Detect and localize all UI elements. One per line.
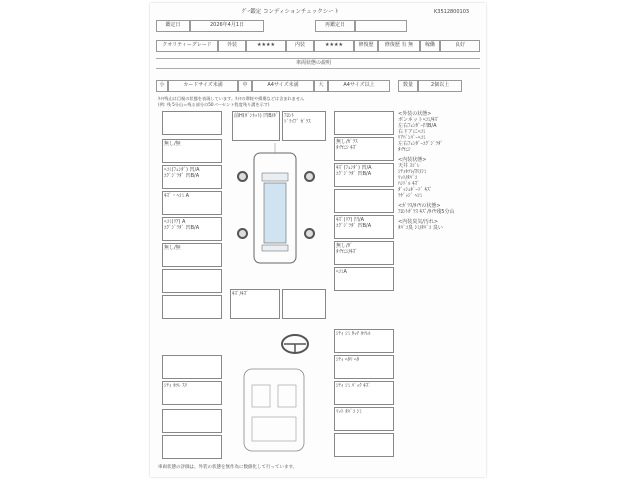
- int-box-right-3: [334, 381, 394, 405]
- summary-line: ボンネットﾍｺﾐ/ｷｽﾞ: [398, 117, 440, 123]
- box-top-2: [282, 111, 326, 141]
- legend-large-desc: A4サイズ以上: [328, 80, 390, 92]
- label-inspection-date: 鑑定日: [156, 20, 190, 32]
- box-right-5: [334, 215, 394, 239]
- label-interior: 内装: [286, 40, 314, 52]
- box-right-1: [334, 111, 394, 135]
- legend-qty: 数量: [398, 80, 418, 92]
- box-right-3: [334, 163, 394, 187]
- box-left-6: [162, 243, 222, 267]
- operation-value: 良好: [440, 40, 480, 52]
- summary-line: ﾗｹﾞｯｼﾞ ﾍｺﾐ: [398, 193, 423, 199]
- box-left-1: [162, 111, 222, 135]
- steering-wheel-icon: [280, 333, 310, 355]
- legend-small: 小: [156, 80, 168, 92]
- summary-title-odor: <内装臭気/汚れ>: [398, 219, 439, 225]
- box-right-7: [334, 267, 394, 291]
- tire-rear-left-icon: [237, 228, 248, 239]
- section-divider-bottom: [156, 68, 480, 69]
- legend-qty-desc: 2個以上: [418, 80, 462, 92]
- label-right-rear: ｷｽﾞ(ﾘｱ) 凹/A ｴｸﾞｼﾞﾗﾀﾞ 凹B/A: [336, 217, 372, 229]
- int-box-left-2: [162, 381, 222, 405]
- label-int-right-4: ﾏｯﾄ ﾀﾊﾞｺ ｼﾐ: [336, 409, 362, 415]
- summary-line: ﾌﾛﾝﾄｶﾞﾗｽ ｷｽﾞ/ﾀｲﾔ残5分山: [398, 209, 455, 215]
- legend-medium-desc: A4サイズ未満: [252, 80, 314, 92]
- box-left-7: [162, 269, 222, 293]
- box-right-4: [334, 189, 394, 213]
- int-box-right-4: [334, 407, 394, 431]
- label-rf-left: 無し/無: [164, 141, 181, 147]
- summary-title-interior: <内装状態>: [398, 157, 427, 163]
- expiry-date: [355, 20, 407, 32]
- label-front-hood: 前H(ﾎﾞﾝﾈｯﾄ) 凹B/ﾎﾟ: [234, 113, 279, 119]
- int-box-right-5: [334, 433, 394, 457]
- section-divider-top: [156, 58, 480, 59]
- tire-rear-right-icon: [304, 228, 315, 239]
- summary-line: ﾘｱﾊﾞﾝﾊﾟｰﾍｺﾐ: [398, 135, 426, 141]
- summary-line: ﾏｯﾄ/ﾀﾊﾞｺ: [398, 175, 418, 181]
- label-int-right-2: ｼﾃｨ ﾍﾀﾘ ﾍﾀ: [336, 357, 360, 363]
- int-box-left-4: [162, 435, 222, 459]
- condition-check-sheet: [150, 3, 486, 477]
- summary-panel: [398, 111, 482, 231]
- label-left-bottom: 無し/無: [164, 245, 181, 251]
- box-tail: [230, 289, 280, 319]
- summary-line: ﾀﾞｯｼｭﾎﾞｰﾄﾞ ｷｽﾞ: [398, 187, 433, 193]
- sheet-title: ｸﾞｰ鑑定 コンディションチェックシート: [242, 9, 340, 15]
- label-tail: ｷｽﾞ/ｷｽﾞ: [232, 291, 249, 297]
- legend-small-desc: カードサイズ未満: [168, 80, 238, 92]
- exterior-stars: ★★★★: [246, 40, 286, 52]
- legend-large: 大: [314, 80, 328, 92]
- summary-line: ｼﾃｨﾎﾂﾚ/ｽﾘ/ｼﾐ: [398, 169, 427, 175]
- tire-note-example: (例: 残 5分山＝残る部分の50パーセント程度残り溝を示す): [158, 102, 270, 107]
- int-box-left-1: [162, 355, 222, 379]
- repair-history-value: 修復歴 有 無: [378, 40, 420, 52]
- label-expiry-date: 再鑑定日: [315, 20, 355, 32]
- label-operation: 稼働: [420, 40, 440, 52]
- int-box-right-1: [334, 329, 394, 353]
- label-front-glass: ﾌﾛﾝﾄ ﾄﾞﾗｲﾌﾞ ｶﾞﾗｽ: [284, 113, 311, 125]
- summary-title-glass: <ｶﾞﾗｽ/ﾀｲﾔの状態>: [398, 203, 441, 209]
- int-box-left-3: [162, 409, 222, 433]
- box-left-8: [162, 295, 222, 319]
- label-int-right-1: ｼﾃｨ ｼﾐ ﾀｯﾁ ﾎﾂﾚﾙ: [336, 331, 371, 337]
- box-tail-right: [282, 289, 326, 319]
- tire-front-left-icon: [237, 171, 248, 182]
- box-right-2: [334, 137, 394, 161]
- box-left-4: [162, 191, 222, 215]
- box-top-1: [232, 111, 280, 141]
- box-left-5: [162, 217, 222, 241]
- label-exterior: 外装: [218, 40, 246, 52]
- label-left-door: ｷｽﾞ・ﾍｺﾐ A: [164, 193, 190, 199]
- label-left-fender: ﾍｺﾐ(ﾌｪﾝﾀﾞ) 凹/A ｴｸﾞｼﾞﾗﾀﾞ 凹B/A: [164, 167, 200, 179]
- label-left-rear: ﾍｺﾐ(ﾘｱ) A ｴｸﾞｼﾞﾗﾀﾞ 凹B/A: [164, 219, 200, 231]
- sheet-code: K3512800103: [434, 9, 470, 15]
- summary-line: 左右ﾌｪﾝﾀﾞｰ凹B/A: [398, 123, 437, 129]
- inspection-date: 2026年4月1日: [190, 20, 264, 32]
- car-interior-icon: [234, 365, 314, 455]
- label-int-left: ｼﾃｨ ﾎﾂﾚ ｽﾘ: [164, 383, 188, 389]
- footer-note: 車両状態の評価は、外装の状態を無作為に数値化して行っています。: [158, 465, 298, 470]
- tire-note: ﾀｲﾔ残山は目視の状態を表現しています。ﾀｲﾔの摩耗や損傷などは含まれません: [158, 96, 305, 101]
- label-right-bottom: 無し/ﾀﾞ ﾀｲﾔﾆｼ/ｷｽﾞ: [336, 243, 358, 255]
- car-outline-icon: [240, 143, 310, 273]
- label-quality-grade: クオリティーグレード: [156, 40, 218, 52]
- summary-title-exterior: <外装の状態>: [398, 111, 432, 117]
- label-right-bumper: ﾍｺﾐA: [336, 269, 347, 275]
- car-top-view: [240, 143, 310, 273]
- label-right-top: 無し/ｶﾞﾗｽ ﾀｲﾔﾆｼ ｷｽﾞ: [336, 139, 358, 151]
- int-box-right-2: [334, 355, 394, 379]
- tire-front-right-icon: [304, 171, 315, 182]
- box-left-2: [162, 139, 222, 163]
- interior-stars: ★★★★: [314, 40, 354, 52]
- label-int-right-3: ｼﾃｨ ｼﾐ ﾊﾞｯｸ ｷｽﾞ: [336, 383, 371, 389]
- summary-line: 右ドアにﾍｺﾐ: [398, 129, 426, 135]
- label-right-fender: ｷｽﾞ(ﾌｪﾝﾀﾞ) 凹/A ｴｸﾞｼﾞﾗﾀﾞ 凹B/A: [336, 165, 372, 177]
- summary-line: 天井 ﾖｺﾞﾚ: [398, 163, 420, 169]
- summary-line: ﾊﾝﾄﾞﾙ ｷｽﾞ: [398, 181, 420, 187]
- label-repair-history: 修復歴: [354, 40, 378, 52]
- summary-line: 左右ﾌｪﾝﾀﾞｰｴｸﾞｼﾞﾗﾀﾞ: [398, 141, 444, 147]
- box-left-3: [162, 165, 222, 189]
- box-right-6: [334, 241, 394, 265]
- summary-line: ﾀｲﾔﾆｼ: [398, 147, 411, 153]
- legend-medium: 中: [238, 80, 252, 92]
- summary-line: ﾀﾊﾞｺ臭 ｼﾐ/ﾀﾊﾞｺ 臭い: [398, 225, 443, 231]
- section-title: 車両状態の説明: [296, 60, 332, 66]
